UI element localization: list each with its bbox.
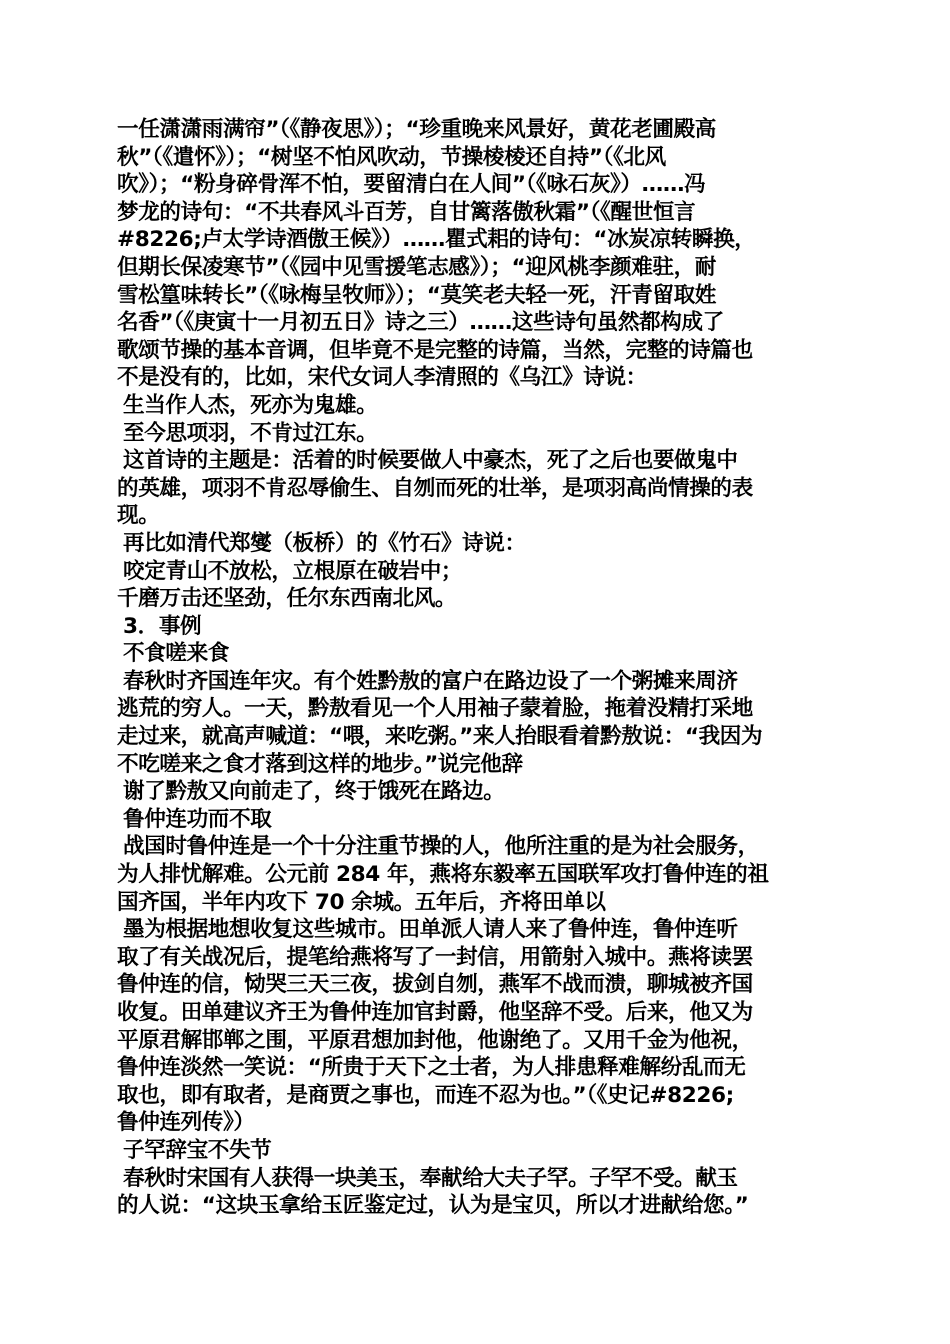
paragraph-line: 子罕辞宝不失节 [123,1137,272,1163]
paragraph-line: #8226;卢太学诗酒傲王候》）……瞿式耜的诗句：“冰炭凉转瞬换， [117,227,756,253]
paragraph-line: 鲁仲连的信，恸哭三天三夜，拔剑自刎，燕军不战而溃，聊城被齐国 [117,972,753,998]
paragraph-line: 生当作人杰，死亦为鬼雄。 [123,392,378,418]
paragraph-line: 名香”（《庚寅十一月初五日》诗之三）……这些诗句虽然都构成了 [117,310,724,336]
paragraph-line: 一任潇潇雨满帘”（《静夜思》）；“珍重晚来风景好，黄花老圃殿高 [117,117,717,142]
paragraph-line: 春秋时齐国连年灾。有个姓黔敖的富户在路边设了一个粥摊来周济 [123,668,738,694]
paragraph-line: 墨为根据地想收复这些城市。田单派人请人来了鲁仲连，鲁仲连听 [123,917,738,943]
paragraph-line: 雪松篁味转长”（《咏梅呈牧师》）；“莫笑老夫轻一死，汗青留取姓 [117,282,717,308]
paragraph-line: 战国时鲁仲连是一个十分注重节操的人，他所注重的是为社会服务， [123,834,759,860]
paragraph-line: 取也，即有取者，是商贾之事也，而连不忍为也。”（《史记#8226; [117,1082,734,1108]
paragraph-line: 歌颂节操的基本音调，但毕竟不是完整的诗篇，当然，完整的诗篇也 [117,337,753,363]
paragraph-line: 鲁仲连列传》） [117,1110,255,1136]
paragraph-line: 逃荒的穷人。一天，黔敖看见一个人用袖子蒙着脸，拖着没精打采地 [117,696,753,722]
paragraph-line: 收复。田单建议齐王为鲁仲连加官封爵，他坚辞不受。后来，他又为 [117,1000,753,1025]
paragraph-line: 梦龙的诗句：“不共春风斗百芳，自甘篱落傲秋霜”（《醒世恒言 [117,199,696,225]
paragraph-line: 不是没有的，比如，宋代女词人李清照的《乌江》诗说： [117,365,647,391]
paragraph-line: 走过来，就高声喊道：“喂，来吃粥。”来人抬眼看着黔敖说：“我因为 [117,724,763,750]
paragraph-line: 的人说：“这块玉拿给玉匠鉴定过，认为是宝贝，所以才进献给您。” [117,1193,749,1219]
paragraph-line: 平原君解邯郸之围，平原君想加封他，他谢绝了。又用千金为他祝， [117,1027,753,1053]
paragraph-line: 千磨万击还坚劲，任尔东西南北风。 [117,586,457,612]
paragraph-line: 不食嗟来食 [123,641,229,667]
document-page [117,116,837,1220]
paragraph-line: 这首诗的主题是：活着的时候要做人中豪杰，死了之后也要做鬼中 [123,448,738,474]
paragraph-line: 咬定青山不放松，立根原在破岩中； [123,558,463,584]
paragraph-line: 春秋时宋国有人获得一块美玉，奉献给大夫子罕。子罕不受。献玉 [123,1165,738,1191]
paragraph-line: 3．事例 [123,613,202,639]
paragraph-line: 再比如清代郑燮（板桥）的《竹石》诗说： [123,530,526,556]
paragraph-line: 国齐国，半年内攻下 70 余城。五年后，齐将田单以 [117,889,606,915]
paragraph-line: 现。 [117,503,160,529]
paragraph-line: 取了有关战况后，提笔给燕将写了一封信，用箭射入城中。燕将读罢 [117,944,753,970]
paragraph-line: 的英雄，项羽不肯忍辱偷生、自刎而死的壮举，是项羽高尚情操的表 [117,475,753,501]
paragraph-line: 鲁仲连功而不取 [123,806,272,832]
paragraph-line: 不吃嗟来之食才落到这样的地步。”说完他辞 [117,751,523,777]
paragraph-line: 鲁仲连淡然一笑说：“所贵于天下之士者，为人排患释难解纷乱而无 [117,1055,746,1081]
paragraph-line: 至今思项羽，不肯过江东。 [123,420,378,446]
paragraph-line: 为人排忧解难。公元前 284 年，燕将东毅率五国联军攻打鲁仲连的祖 [117,862,769,888]
paragraph-line: 但期长保凌寒节”（《园中见雪援笔志感》）；“迎风桃李颜难驻，耐 [117,254,717,280]
paragraph-line: 谢了黔敖又向前走了，终于饿死在路边。 [123,779,505,805]
paragraph-line: 秋”（《遣怀》）；“树坚不怕风吹动，节操棱棱还自持”（《北风 [117,144,666,170]
paragraph-line: 吹》）；“粉身碎骨浑不怕，要留清白在人间”（《咏石灰》）……冯 [117,172,706,198]
